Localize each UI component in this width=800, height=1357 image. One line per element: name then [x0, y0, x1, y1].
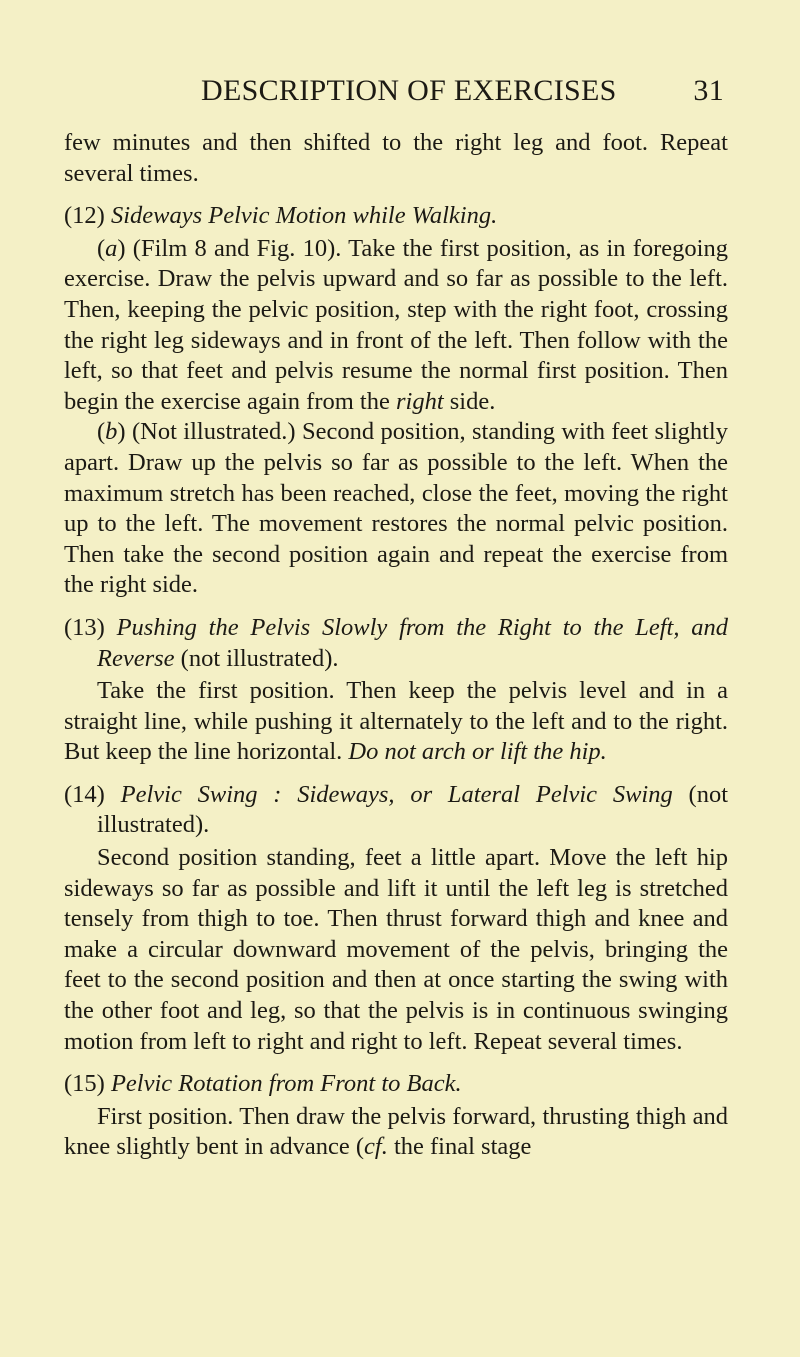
emphasis-right: right: [395, 387, 444, 415]
exercise-12a-paragraph: (a) (Film 8 and Fig. 10). Take the first position, as in foregoing exercise. Draw the pelvis upward and so far as possible to the left. Then, keeping the pelvic position, step with the right foot, crossing the right leg sideways and in front of the left. Then follow with the left, so that feet and pelvis resume the normal first position. Then begin the exercise again from the right side.: [64, 234, 728, 415]
paragraph-continuation: few minutes and then shifted to the right leg and foot. Repeat several times.: [64, 129, 728, 187]
exercise-14-heading: (14) Pelvic Swing : Sideways, or Lateral Pelvic Swing (not illustrated).: [64, 780, 729, 839]
exercise-12-number: (12): [64, 202, 105, 230]
exercise-12-title: Sideways Pelvic Motion while Walking.: [110, 202, 498, 230]
exercise-13-number: (13): [64, 613, 105, 641]
exercise-14-paragraph: Second position standing, feet a little apart. Move the left hip sideways so far as possible and lift it until the left leg is stretched tensely from thigh to toe. Then thrust forward thigh and knee and make a circular downward movement of the pelvis, bringing the feet to the second position and then at once starting the swing with the other foot and leg, so that the pelvis is in continuous swinging motion from left to right and right to left. Repeat several times.: [64, 844, 728, 1055]
exercise-14-title: Pelvic Swing : Sideways, or Lateral Pelvic Swing: [120, 780, 673, 808]
exercise-15-heading: [64, 1069, 728, 1100]
exercise-12a-label: a: [105, 234, 118, 262]
exercise-13-paragraph: Take the first position. Then keep the pelvis level and in a straight line, while pushing it alternately to the left and to the right. But keep the line horizontal. Do not arch or lift the hip.: [64, 677, 728, 766]
emphasis-do-not-arch: Do not arch or lift the hip.: [348, 738, 607, 766]
exercise-14-number: (14): [64, 780, 105, 808]
exercise-12b-paragraph: (b) (Not illustrated.) Second position, standing with feet slightly apart. Draw up the pelvis so far as possible to the left. When the maximum stretch has been reached, close the feet, moving the right up to the left. The movement restores the normal pelvic position. Then take the second position again and repeat the exercise from the right side.: [64, 418, 728, 599]
emphasis-cf: cf.: [364, 1133, 388, 1161]
exercise-15-title: Pelvic Rotation from Front to Back.: [110, 1070, 462, 1098]
exercise-15-number: (15): [64, 1070, 105, 1098]
header-title: DESCRIPTION OF EXERCISES: [201, 74, 617, 107]
exercise-13-title: Pushing the Pelvis Slowly from the Right to the Left, and Reverse: [97, 613, 728, 672]
page-number: 31: [693, 74, 724, 107]
exercise-15-paragraph: First position. Then draw the pelvis forward, thrusting thigh and knee slightly bent in advance (cf. the final stage: [64, 1102, 728, 1161]
exercise-12-heading: [64, 201, 728, 232]
running-header: [64, 74, 724, 114]
page-body: [64, 128, 728, 1163]
exercise-12b-label: b: [105, 418, 118, 446]
exercise-13-heading: (13) Pushing the Pelvis Slowly from the Right to the Left, and Reverse (not illustrated).: [64, 613, 728, 672]
